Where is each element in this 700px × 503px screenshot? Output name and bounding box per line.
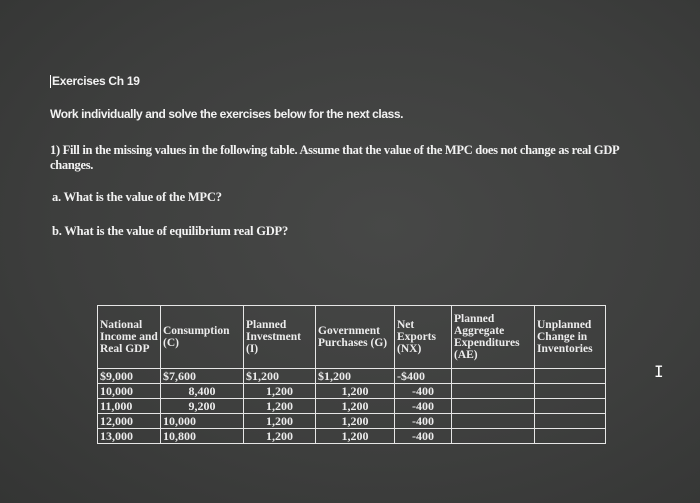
cell-net-exports: -400 bbox=[395, 384, 452, 399]
cell-consumption: 9,200 bbox=[161, 399, 244, 414]
cell-consumption: 10,000 bbox=[161, 414, 244, 429]
cell-gdp: 11,000 bbox=[98, 399, 161, 414]
question-b: b. What is the value of equilibrium real GDP? bbox=[52, 224, 289, 238]
document-body bbox=[50, 74, 670, 258]
header-planned-investment: Planned Investment (I) bbox=[244, 306, 316, 369]
cell-gdp: 12,000 bbox=[98, 414, 161, 429]
table-header-row bbox=[98, 306, 606, 369]
intro-text: Work individually and solve the exercises below for the next class. bbox=[50, 107, 404, 121]
page-title bbox=[50, 74, 670, 88]
cell-government: 1,200 bbox=[316, 414, 395, 429]
header-government-purchases: Government Purchases (G) bbox=[316, 306, 395, 369]
table-row bbox=[98, 384, 606, 399]
cell-aggregate-expenditures[interactable] bbox=[452, 369, 535, 384]
cell-unplanned-inventories[interactable] bbox=[535, 414, 606, 429]
cell-consumption: $7,600 bbox=[161, 369, 244, 384]
cell-unplanned-inventories[interactable] bbox=[535, 399, 606, 414]
cell-government: $1,200 bbox=[316, 369, 395, 384]
table-row bbox=[98, 399, 606, 414]
cell-gdp: 13,000 bbox=[98, 429, 161, 444]
header-consumption: Consumption (C) bbox=[161, 306, 244, 369]
cell-net-exports: -$400 bbox=[395, 369, 452, 384]
table-row bbox=[98, 369, 606, 384]
table-row bbox=[98, 429, 606, 444]
cell-consumption: 8,400 bbox=[161, 384, 244, 399]
cell-aggregate-expenditures[interactable] bbox=[452, 414, 535, 429]
cell-investment: 1,200 bbox=[244, 429, 316, 444]
text-caret-icon bbox=[50, 75, 51, 88]
cell-aggregate-expenditures[interactable] bbox=[452, 429, 535, 444]
cell-unplanned-inventories[interactable] bbox=[535, 369, 606, 384]
cell-aggregate-expenditures[interactable] bbox=[452, 384, 535, 399]
cell-consumption: 10,800 bbox=[161, 429, 244, 444]
cell-investment: 1,200 bbox=[244, 399, 316, 414]
cell-net-exports: -400 bbox=[395, 414, 452, 429]
cell-net-exports: -400 bbox=[395, 429, 452, 444]
question-1: 1) Fill in the missing values in the following table. Assume that the value of the MPC does not change as real GDP changes. bbox=[50, 143, 619, 172]
cell-net-exports: -400 bbox=[395, 399, 452, 414]
text-ibeam-cursor-icon: I bbox=[654, 362, 664, 381]
cell-investment: $1,200 bbox=[244, 369, 316, 384]
cell-government: 1,200 bbox=[316, 429, 395, 444]
header-planned-aggregate-expenditures: Planned Aggregate Expenditures (AE) bbox=[452, 306, 535, 369]
expenditure-table bbox=[97, 305, 606, 444]
cell-gdp: 10,000 bbox=[98, 384, 161, 399]
cell-aggregate-expenditures[interactable] bbox=[452, 399, 535, 414]
header-national-income: National Income and Real GDP bbox=[98, 306, 161, 369]
cell-unplanned-inventories[interactable] bbox=[535, 429, 606, 444]
cell-unplanned-inventories[interactable] bbox=[535, 384, 606, 399]
cell-gdp: $9,000 bbox=[98, 369, 161, 384]
cell-investment: 1,200 bbox=[244, 414, 316, 429]
question-a: a. What is the value of the MPC? bbox=[52, 190, 222, 204]
header-net-exports: Net Exports (NX) bbox=[395, 306, 452, 369]
header-unplanned-inventories: Unplanned Change in Inventories bbox=[535, 306, 606, 369]
table-row bbox=[98, 414, 606, 429]
page-title-text: Exercises Ch 19 bbox=[52, 74, 140, 88]
cell-government: 1,200 bbox=[316, 399, 395, 414]
cell-investment: 1,200 bbox=[244, 384, 316, 399]
cell-government: 1,200 bbox=[316, 384, 395, 399]
